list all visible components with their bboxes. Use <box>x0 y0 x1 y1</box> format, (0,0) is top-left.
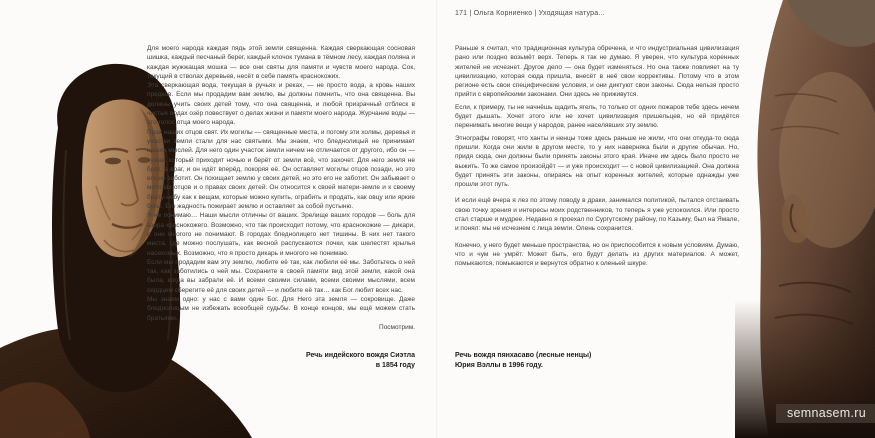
paragraph: Посмотрим. <box>379 323 415 331</box>
page-gutter <box>436 0 438 438</box>
paragraph: Эта сверкающая вода, текущая в ручьях и реках, — не просто вода, а кровь наших предков. Если мы продадим вам землю, вы должны помнить, что она священна. Вы должны учить своих детей тому, что она священна, и любой призрачный отблеск в чистых водах озёр повествует о делах жизни и памяти моего народа. Журчание воды — это голос отца моего народа. <box>147 82 415 127</box>
speech-caption-seattle <box>147 351 415 370</box>
paragraph: Если, к примеру, ты не начнёшь щадить ягель, то только от одних пожаров тебе здесь нечем будет дышать. Хочет этого или не хочет цивилизация пришельцев, но ей придётся перенимать многие вещи у народов, ранее населявших эту землю. <box>455 103 739 130</box>
caption-line: Юрия Вэллы в 1996 году. <box>455 361 543 369</box>
site-watermark: semnasem.ru <box>776 404 875 423</box>
paragraph: И если ещё вчера я лез по этому поводу в драки, занимался политикой, пытался отстаивать свою точку зрения и интересы моих родственников, то теперь я уже успокоился. Или просто стал старше и мудрее. Недавно я проехал по Сургутскому району, по Казыму, был на Ямале, и понял: мы не исчезнем с лица земли. Олень сохранится. <box>455 197 739 233</box>
paragraph: Я не понимаю… Наши мысли отличны от ваших. Зрелище ваших городов — боль для взора краснокожего. Возможно, что так происходит потому, что краснокожие — дикари, и они многого не понимают. В городах бледнолицего нет тишины. В них нет такого места, где можно послушать, как весной распускаются почки, как шелестят крылья насекомых. Возможно, что я просто дикарь и многого не понимаю. <box>147 212 415 257</box>
running-title: 171 | Ольга Корниенко | Уходящая натура... <box>455 10 605 17</box>
paragraph: Мы знаем одно: у нас с вами один Бог. Для Него эта земля — сокровище. Даже бледнолицым не избежать всеобщей судьбы. В конце концов, мы ещё можем стать братьями. <box>147 296 415 322</box>
paragraph: Если мы продадим вам эту землю, любите её так, как любили её мы. Заботьтесь о ней так, как заботились о ней мы. Сохраните в своей памяти вид этой земли, какой она была, когда вы забрали её. И всеми своими силами, всеми своими мыслями, всем сердцем сберегите её для своих детей — и любите её так… как Бог любит всех нас. <box>147 258 415 294</box>
speech-caption-vella <box>455 351 705 370</box>
right-speech-text <box>455 44 739 272</box>
paragraph: Этнографы говорят, что ханты и ненцы тоже здесь раньше не жили, что они откуда-то сюда пришли. Когда они жили в другом месте, то у них наверняка были и другие обычаи. Но, придя сюда, они должны были принять законы этого края. Иначе им здесь было просто не выжить. То же самое произойдёт — и уже происходит — с новой цивилизацией. Она должна будет принять эти законы, опираясь на опыт коренных жителей, которые однажды уже прошли этот путь. <box>455 134 739 189</box>
paragraph: Прах наших отцов свят. Их могилы — священные места, и потому эти холмы, деревья и участки земли стали для нас святыми. Мы знаем, что бледнолицый не принимает наших мыслей. Для него один участок земли ничем не отличается от другого, ибо он — чужак, который приходит ночью и берёт от земли всё, что захочет. Для него земля не брат, а враг, и он идёт вперёд, покоряя её. Он оставляет могилы отцов позади, но это его не заботит. Он похищает землю у своих детей, но это его не заботит. Он забывает о могилах отцов и о правах своих детей. Он относится к своей матери-земле и к своему брату-небу как к вещам, которые можно купить, ограбить и продать, как овцу или яркие бусы. Его жадность пожирает землю и оставляет за собой пустыню. <box>147 128 415 211</box>
caption-line: Речь индейского вождя Сиэтла <box>306 352 415 359</box>
paragraph: Для моего народа каждая пядь этой земли священна. Каждая сверкающая сосновая шишка, каждый песчаный берег, каждый клочок тумана в тёмном лесу, каждая поляна и каждая жужжащая мошка — все они святы для памяти и чувств моего народа. Сок, текущий в стволах деревьев, несёт в себе память краснокожих. <box>147 45 415 80</box>
paragraph: Раньше я считал, что традиционная культура обречена, и что индустриальная цивилизация рано или поздно возьмёт верх. Теперь я так не думаю. Я уверен, что культура коренных жителей не исчезнет. Другое дело — она будет изменяться. Но она также повлияет на ту цивилизацию, которая сюда пришла, внесёт в неё свои коррективы. Потому что в этом регионе есть свои специфические условия, и они диктуют свои законы. Сюда нельзя просто прийти с европейскими законами. Они здесь не приживутся. <box>455 45 739 99</box>
caption-line: в 1854 году <box>375 361 415 369</box>
paragraph: Конечно, у него будет меньше пространства, но он приспособится к новым условиям. Думаю, что и чум не умрёт. Может быть, его будут делать из других материалов. А может, помыкаются, помыкаются и вернутся обратно к оленьей шкуре. <box>455 241 739 268</box>
elder-face-portrait-photo <box>735 0 875 438</box>
caption-line: Речь вождя пянхасаво (лесные ненцы) <box>455 352 592 359</box>
left-speech-text <box>147 44 415 332</box>
